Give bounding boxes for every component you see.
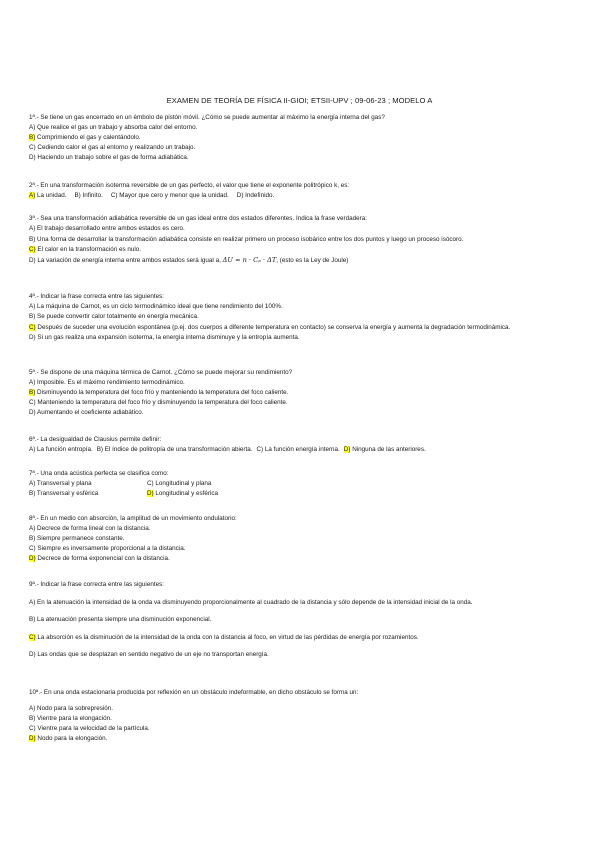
question-6-option-d: Ninguna de las anteriores.	[350, 446, 426, 453]
question-9-text: 9ª.- Indicar la frase correcta entre las siguientes:	[29, 581, 164, 588]
question-5-option-c: C) Manteniendo la temperatura del foco frío y disminuyendo la temperatura del foco caliente.	[29, 399, 288, 406]
question-10-option-b: B) Vientre para la elongación.	[29, 715, 112, 722]
answer-highlight: D)	[29, 555, 36, 562]
question-2-option-c: C) Mayor que cero y menor que la unidad.	[110, 192, 229, 199]
question-5-option-b: B) Disminuyendo la temperatura del foco frío y manteniendo la temperatura del foco caliente.	[29, 389, 289, 396]
answer-highlight: B)	[29, 389, 36, 396]
question-1-option-b: B) Comprimiendo el gas y calentándolo.	[29, 134, 141, 141]
question-4-option-a: A) La máquina de Carnot, es un ciclo termodinámico ideal que tiene rendimiento del 100%.	[29, 303, 283, 310]
question-9-option-b: B) La atenuación presenta siempre una disminución exponencial.	[29, 616, 212, 623]
question-2-options	[29, 191, 581, 201]
question-1-text: 1ª.- Se tiene un gas encerrado en un émbolo de pistón móvil. ¿Cómo se puede aumentar al máximo la energía interna del gas?	[29, 114, 385, 121]
question-8-option-a: A) Decrece de forma lineal con la distancia.	[29, 525, 151, 532]
question-9-option-d: D) Las ondas que se desplazan en sentido negativo de un eje no transportan energía.	[29, 651, 269, 658]
answer-highlight: C)	[29, 324, 36, 331]
answer-highlight: B)	[29, 134, 36, 141]
question-6-option-c: C) La función energía interna.	[256, 446, 340, 453]
question-9	[29, 580, 581, 660]
answer-highlight: C)	[29, 246, 36, 253]
question-4-option-b: B) Se puede convertir calor totalmente en energía mecánica.	[29, 313, 199, 320]
question-4	[29, 292, 581, 343]
question-4-option-c: C) Después de suceder una evolución espontánea (p.ej. dos cuerpos a diferente temperatura en contacto) se conserva la energía y aumenta la degradación termodinámica.	[29, 324, 511, 331]
question-7-option-c: C) Longitudinal y plana	[147, 480, 212, 487]
question-3-option-c: C) El calor en la transformación es nulo.	[29, 246, 142, 253]
question-5	[29, 368, 581, 418]
question-8-text: 8ª.- En un medio con absorción, la amplitud de un movimiento ondulatorio:	[29, 515, 237, 522]
question-7-option-d: Longitudinal y esférica	[153, 490, 219, 497]
question-1-option-c: C) Cediendo calor el gas al entorno y realizando un trabajo.	[29, 144, 196, 151]
question-7-options-row-1	[29, 479, 581, 489]
answer-highlight: D)	[343, 446, 351, 453]
question-9-option-c: C) La absorción es la disminución de la intensidad de la onda con la distancia al foco, en virtud de las pérdidas de energía por rozamientos.	[29, 634, 419, 641]
question-1-option-d: D) Haciendo un trabajo sobre el gas de forma adiabática.	[29, 154, 189, 161]
question-2-option-a: La unidad.	[35, 192, 67, 199]
question-10-option-a: A) Nodo para la sobrepresión.	[29, 705, 114, 712]
question-2	[29, 181, 581, 201]
question-3	[29, 214, 581, 266]
answer-highlight: C)	[29, 634, 36, 641]
question-10	[29, 688, 581, 744]
question-3-option-b: B) Una forma de desarrollar la transformación adiabática consiste en realizar primero un proceso isobárico entre los dos puntos y luego un proceso isócoro.	[29, 236, 464, 243]
question-2-option-b: B) Infinito.	[74, 192, 103, 199]
question-8-option-d: D) Decrece de forma exponencial con la distancia.	[29, 555, 170, 562]
question-8	[29, 514, 581, 564]
question-7-option-b: B) Transversal y esférica	[29, 490, 99, 497]
question-7-text: 7ª.- Una onda acústica perfecta se clasifica como:	[29, 470, 169, 477]
question-7-option-a: A) Transversal y plana	[29, 480, 92, 487]
answer-highlight: D)	[29, 735, 36, 742]
question-6	[29, 435, 581, 455]
question-4-text: 4ª.- Indicar la frase correcta entre las siguientes:	[29, 293, 164, 300]
question-4-option-d: D) Si un gas realiza una expansión isoterma, la energía interna disminuye y la entropía aumenta.	[29, 334, 300, 341]
question-3-option-a: A) El trabajo desarrollado entre ambos estados es cero.	[29, 225, 185, 232]
question-8-option-c: C) Siempre es inversamente proporcional a la distancia.	[29, 545, 186, 552]
question-6-option-a: A) La función entropía.	[29, 446, 93, 453]
question-10-option-c: C) Vientre para la velocidad de la partícula.	[29, 725, 150, 732]
question-6-options	[29, 445, 581, 455]
question-6-text: 6ª.- La desigualdad de Clausius permite definir:	[29, 436, 162, 443]
question-5-text: 5ª.- Se dispone de una máquina térmica de Carnot. ¿Cómo se puede mejorar su rendimiento?	[29, 369, 293, 376]
question-5-option-a: A) Imposible. Es el máximo rendimiento termodinámico.	[29, 379, 185, 386]
question-10-option-d: D) Nodo para la elongación.	[29, 735, 108, 742]
question-7	[29, 469, 581, 499]
joule-law-formula: ΔU = n · Cₚ · ΔT	[222, 256, 277, 264]
question-1-option-a: A) Que realice el gas un trabajo y absorba calor del entorno.	[29, 124, 198, 131]
question-1	[29, 113, 581, 163]
answer-highlight: D)	[147, 490, 154, 497]
exam-title: EXAMEN DE TEORÍA DE FÍSICA II-GIOI; ETSII-UPV ; 09-06-23 ; MODELO A	[166, 96, 433, 105]
question-10-text: 10ª.- En una onda estacionaria producida por reflexión en un obstáculo indeformable, en dicho obstáculo se forma un:	[29, 689, 359, 696]
question-9-option-a: A) En la atenuación la intensidad de la onda va disminuyendo proporcionalmente al cuadrado de la distancia y sólo depende de la intensidad inicial de la onda.	[29, 599, 473, 606]
question-5-option-d: D) Aumentando el coeficiente adiabático.	[29, 409, 144, 416]
question-2-text: 2ª.- En una transformación isoterma reversible de un gas perfecto, el valor que tiene el exponente politrópico k, es:	[29, 182, 350, 189]
answer-highlight: A)	[29, 192, 36, 199]
question-3-option-d: D) La variación de energía interna entre ambos estados será igual a, ΔU = n · Cₚ · ΔT, (esto es la Ley de Joule)	[29, 256, 349, 264]
question-3-text: 3ª.- Sea una transformación adiabática reversible de un gas ideal entre dos estados diferentes. Indica la frase verdadera:	[29, 215, 368, 222]
question-6-option-b: B) El índice de politropía de una transformación abierta.	[96, 446, 253, 453]
question-2-option-d: D) Indefinido.	[236, 192, 275, 199]
question-8-option-b: B) Siempre permanece constante.	[29, 535, 125, 542]
question-7-options-row-2	[29, 489, 581, 499]
